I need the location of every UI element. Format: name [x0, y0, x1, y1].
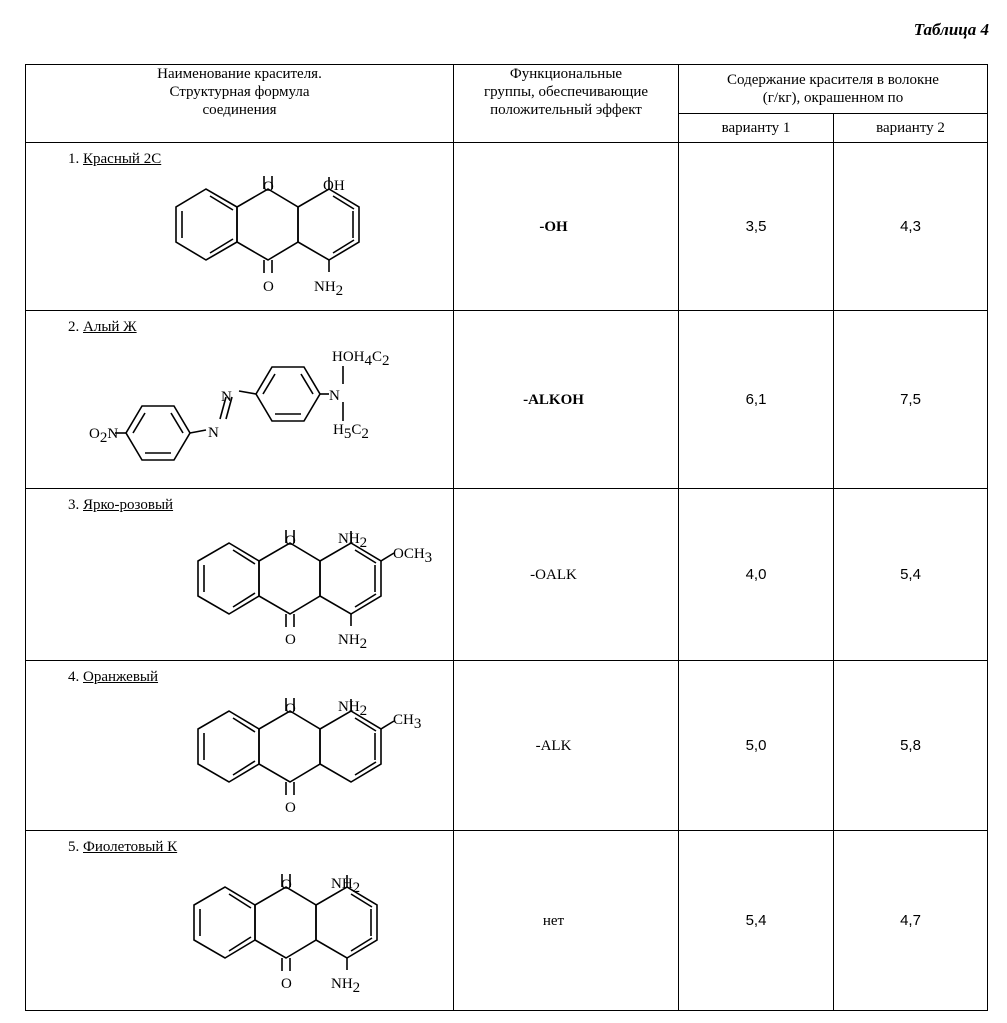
structural-formula-4 [26, 661, 454, 831]
header-group-line-2: группы, обеспечивающие [483, 84, 649, 100]
header-group-line-3: положительный эффект [490, 102, 642, 118]
variant-1-value: 5,4 [745, 911, 767, 929]
methoxy-label: OCH3 [393, 546, 433, 566]
variant-1-cell [679, 831, 834, 1011]
functional-group: -ALKOH [523, 391, 584, 408]
table-row [26, 661, 988, 831]
variant-1-value: 3,5 [745, 217, 767, 235]
dye-name-cell [26, 311, 454, 489]
header-content-line-2: (г/кг), окрашенном по [762, 90, 904, 106]
variant-2-value: 7,5 [900, 390, 921, 408]
oxygen-label-bottom: O [281, 976, 292, 992]
amino-label-top: NH2 [331, 876, 361, 896]
functional-group: -OH [539, 218, 568, 235]
header-dye-content [679, 65, 988, 114]
amino-label: NH2 [314, 279, 344, 299]
structural-formula-1 [26, 143, 454, 311]
table-row [26, 311, 988, 489]
ethyl-label: H5C2 [333, 422, 369, 442]
header-functional-groups [454, 65, 679, 143]
variant-2-cell [834, 311, 988, 489]
oxygen-label-top: O [263, 179, 274, 195]
oxygen-label-top: O [281, 877, 292, 893]
methyl-label: CH3 [393, 712, 422, 732]
structural-formula-5 [26, 831, 454, 1011]
oxygen-label-bottom: O [285, 632, 296, 648]
dye-number: 2. [68, 319, 80, 335]
variant-2-value: 4,3 [900, 217, 921, 235]
dye-name-cell [26, 831, 454, 1011]
variant-1-value: 5,0 [745, 736, 767, 754]
header-name-line-2: Структурная формула [169, 84, 310, 100]
hydroxyethyl-label: HOH4C2 [332, 349, 390, 369]
variant-2-value: 4,7 [900, 911, 921, 929]
variant-2-cell [834, 143, 988, 311]
variant-2-cell [834, 831, 988, 1011]
functional-group: -ALK [535, 737, 572, 754]
functional-group: нет [542, 912, 565, 929]
amino-label-top: NH2 [338, 531, 368, 551]
nitro-label: O2N [89, 426, 119, 446]
azo-n-top: N [221, 389, 232, 405]
dye-name: Ярко-розовый [83, 497, 174, 513]
dye-name: Оранжевый [83, 669, 159, 685]
functional-group-cell [454, 489, 679, 661]
amino-label-top: NH2 [338, 699, 368, 719]
variant-1-cell [679, 311, 834, 489]
dye-number: 3. [68, 497, 80, 513]
structural-formula-3 [26, 489, 454, 661]
header-group-line-1: Функциональные [509, 66, 623, 82]
functional-group: -OALK [530, 566, 577, 583]
variant-1-cell [679, 661, 834, 831]
dye-name-cell [26, 143, 454, 311]
functional-group-cell [454, 831, 679, 1011]
dye-name-cell [26, 489, 454, 661]
hydroxyl-label: OH [323, 178, 345, 194]
dye-table [25, 64, 988, 1011]
header-content-line-1: Содержание красителя в волокне [727, 72, 939, 88]
variant-1-value: 4,0 [745, 565, 767, 583]
dye-number: 5. [68, 839, 80, 855]
table-row [26, 143, 988, 311]
amino-label-bottom: NH2 [338, 632, 368, 652]
header-name-line-1: Наименование красителя. [157, 66, 322, 82]
variant-2-cell [834, 489, 988, 661]
oxygen-label-top: O [285, 701, 296, 717]
header-name-line-3: соединения [202, 102, 277, 118]
variant-1-cell [679, 143, 834, 311]
table-row [26, 831, 988, 1011]
functional-group-cell [454, 143, 679, 311]
oxygen-label-bottom: O [285, 800, 296, 816]
variant-1-value: 6,1 [745, 390, 767, 408]
header-variant-2: варианту 2 [834, 114, 988, 143]
header-dye-name [26, 65, 454, 143]
variant-2-value: 5,8 [900, 736, 921, 754]
dye-number: 1. [68, 151, 80, 167]
dye-number: 4. [68, 669, 80, 685]
structural-formula-2 [26, 311, 454, 489]
table-caption: Таблица 4 [913, 20, 989, 39]
amino-label-bottom: NH2 [331, 976, 361, 996]
oxygen-label-top: O [285, 533, 296, 549]
header-variant-1: варианту 1 [679, 114, 834, 143]
table-row [26, 489, 988, 661]
dye-name: Красный 2С [83, 151, 162, 167]
variant-2-value: 5,4 [900, 565, 921, 583]
functional-group-cell [454, 311, 679, 489]
dye-name: Алый Ж [83, 319, 137, 335]
variant-2-cell [834, 661, 988, 831]
variant-1-cell [679, 489, 834, 661]
amine-n: N [329, 388, 340, 404]
functional-group-cell [454, 661, 679, 831]
dye-name: Фиолетовый К [83, 839, 178, 855]
oxygen-label-bottom: O [263, 279, 274, 295]
dye-name-cell [26, 661, 454, 831]
azo-n-bottom: N [208, 425, 219, 441]
